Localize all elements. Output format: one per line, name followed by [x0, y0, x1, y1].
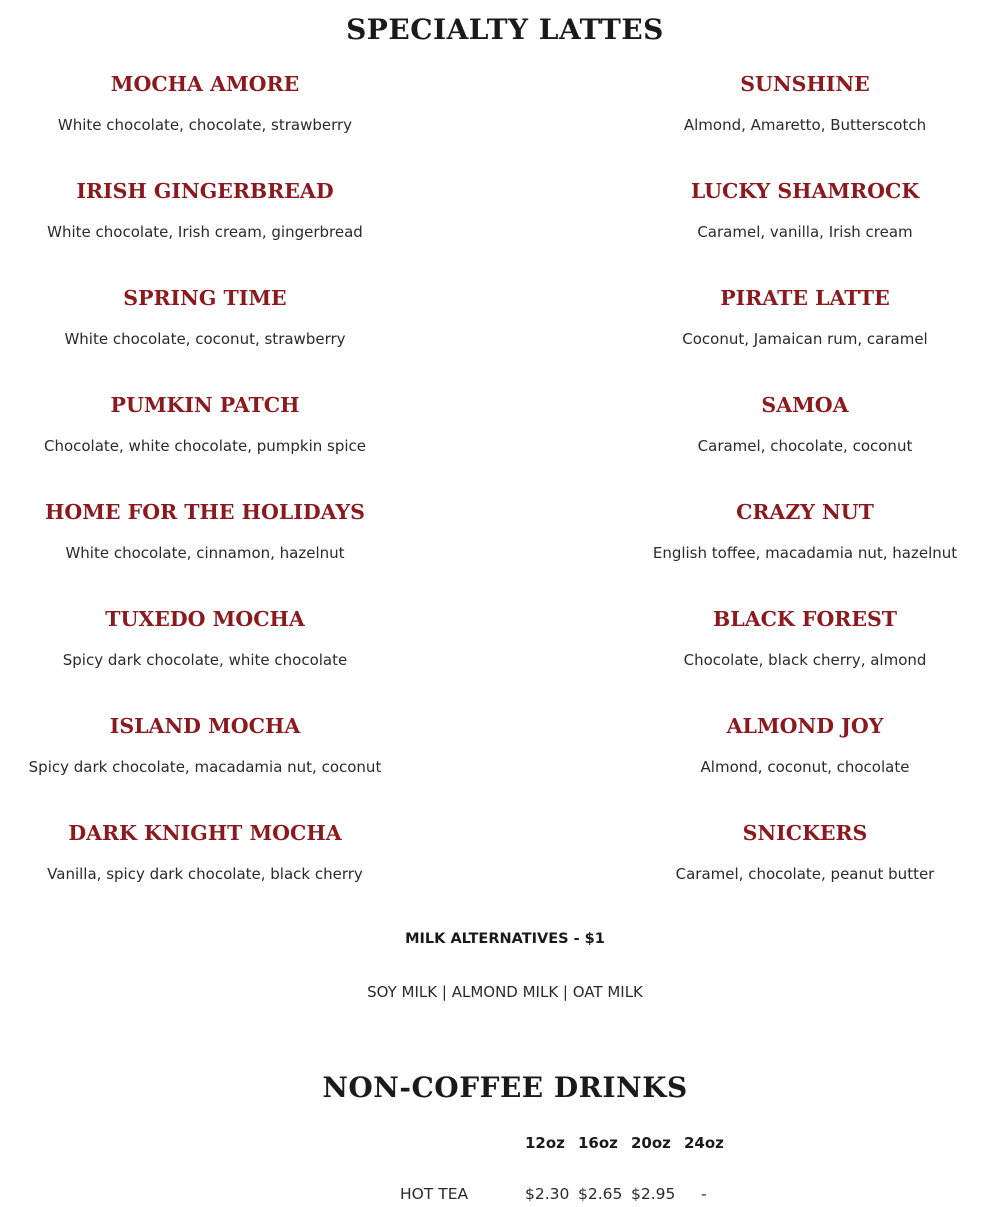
item-name: CRAZY NUT [736, 500, 874, 524]
item-name: BLACK FOREST [712, 607, 898, 631]
blank-header [400, 1130, 525, 1156]
item-description: Almond, coconut, chocolate [700, 758, 910, 776]
item-name: SAMOA [761, 393, 849, 417]
item-name: ISLAND MOCHA [109, 714, 301, 738]
menu-item [605, 821, 990, 884]
item-name: PUMKIN PATCH [110, 393, 300, 417]
item-name: SNICKERS [742, 821, 868, 845]
menu-item [605, 286, 990, 349]
drink-name: HOT TEA [400, 1185, 469, 1203]
menu-item [5, 286, 405, 349]
menu-item [605, 393, 990, 456]
price-cell: $2.95 [631, 1185, 676, 1203]
item-name: LUCKY SHAMROCK [690, 179, 920, 203]
menu-item [5, 821, 405, 884]
menu-item [5, 607, 405, 670]
item-description: Spicy dark chocolate, white chocolate [62, 651, 348, 669]
milk-alternatives-options: SOY MILK | ALMOND MILK | OAT MILK [367, 983, 643, 1001]
specialty-lattes-title: SPECIALTY LATTES [346, 13, 664, 46]
price-table [400, 1130, 754, 1207]
menu-item [5, 72, 405, 135]
item-description: English toffee, macadamia nut, hazelnut [652, 544, 958, 562]
menu-item [605, 714, 990, 777]
size-header: 16oz [578, 1134, 618, 1152]
item-description: White chocolate, Irish cream, gingerbread [47, 223, 363, 241]
item-description: Chocolate, black cherry, almond [683, 651, 927, 669]
milk-alternatives-title: MILK ALTERNATIVES - $1 [405, 931, 605, 947]
item-description: Almond, Amaretto, Butterscotch [683, 116, 927, 134]
menu-item [605, 72, 990, 135]
item-description: Vanilla, spicy dark chocolate, black cherry [47, 865, 363, 883]
item-name: TUXEDO MOCHA [105, 607, 305, 631]
item-name: IRISH GINGERBREAD [76, 179, 334, 203]
size-header: 12oz [525, 1134, 565, 1152]
item-description: Caramel, vanilla, Irish cream [697, 223, 913, 241]
menu-item [605, 500, 990, 563]
table-row [400, 1181, 754, 1207]
price-cell: $2.65 [578, 1185, 623, 1203]
item-description: Caramel, chocolate, peanut butter [675, 865, 935, 883]
price-cell: - [701, 1185, 707, 1203]
size-header-row [400, 1130, 754, 1156]
menu-item [605, 607, 990, 670]
menu-item [5, 714, 405, 777]
item-name: MOCHA AMORE [110, 72, 300, 96]
item-description: White chocolate, cinnamon, hazelnut [65, 544, 345, 562]
menu-item [5, 179, 405, 242]
menu-item [5, 393, 405, 456]
item-description: Chocolate, white chocolate, pumpkin spice [43, 437, 367, 455]
non-coffee-title: NON-COFFEE DRINKS [322, 1071, 688, 1104]
menu-item [5, 500, 405, 563]
item-description: White chocolate, coconut, strawberry [64, 330, 346, 348]
item-description: Spicy dark chocolate, macadamia nut, coconut [28, 758, 382, 776]
size-header: 24oz [684, 1134, 724, 1152]
item-name: ALMOND JOY [726, 714, 884, 738]
item-name: SUNSHINE [740, 72, 870, 96]
item-name: HOME FOR THE HOLIDAYS [45, 500, 365, 524]
size-header: 20oz [631, 1134, 671, 1152]
menu-item [605, 179, 990, 242]
item-description: Caramel, chocolate, coconut [697, 437, 913, 455]
item-description: Coconut, Jamaican rum, caramel [682, 330, 928, 348]
item-name: DARK KNIGHT MOCHA [68, 821, 342, 845]
price-cell: $2.30 [525, 1185, 570, 1203]
item-name: SPRING TIME [123, 286, 287, 310]
item-name: PIRATE LATTE [720, 286, 890, 310]
spacer-row [400, 1156, 754, 1181]
item-description: White chocolate, chocolate, strawberry [57, 116, 353, 134]
